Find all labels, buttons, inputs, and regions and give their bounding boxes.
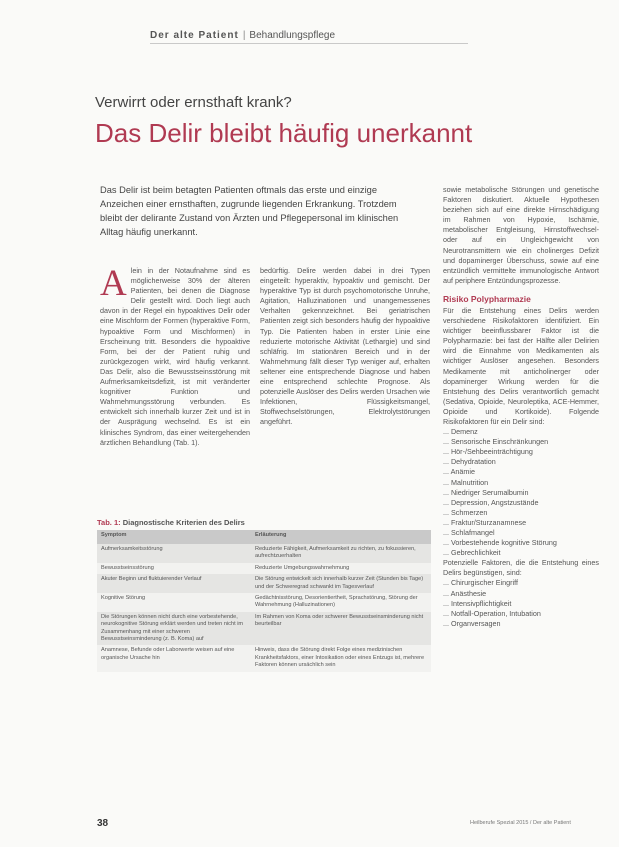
column-3-text-3: Potenzielle Faktoren, die die Entstehung eines Delirs begünstigen, sind: — [443, 558, 599, 578]
table-cell: Gedächtnisstörung, Desorientiertheit, Sprachstörung, Störung der Wahrnehmung (Halluzinationen) — [251, 593, 431, 612]
table-cell: Akuter Beginn und fluktuierender Verlauf — [97, 574, 251, 593]
list-item: ... Demenz — [443, 427, 478, 437]
table-cell: Kognitive Störung — [97, 593, 251, 612]
table-header: Erläuterung — [251, 530, 431, 544]
page-number: 38 — [97, 818, 109, 829]
table-cell: Bewusstseinsstörung — [97, 563, 251, 574]
table-row — [97, 544, 431, 563]
table-header: Symptom — [97, 530, 251, 544]
body-column-3 — [443, 185, 599, 813]
list-item: ... Schlafmangel — [443, 528, 495, 537]
list-item: ... Schmerzen — [443, 507, 488, 517]
risk-factor-list — [443, 427, 599, 558]
column-3-text: sowie metabolische Störungen und genetische Faktoren diskutiert. Aktuelle Hypothesen beziehen sich auf eine direkte Hirnschädigung im Rahmen von Hypoxie, Ischämie, metabolischer Entgleisung, Hirnstoffwechsel- oder auf ein Ungleichgewicht von Neurotransmittern wie ein cholinerges Defizit und dopaminerger Überschuss, sowie auf eine entzündlich vermittelte immunologische Antwort auf periphere Entzündungsprozesse. — [443, 185, 599, 285]
list-item: ... Depression, Angstzustände — [443, 497, 539, 507]
list-item: ... Gebrechlichkeit — [443, 548, 501, 558]
list-item: ... Organversagen — [443, 618, 501, 628]
header-separator: | — [242, 30, 246, 41]
table-header-row — [97, 530, 431, 544]
table-cell: Reduzierte Fähigkeit, Aufmerksamkeit zu richten, zu fokussieren, aufrechtzuerhalten — [251, 544, 431, 563]
table-label: Tab. 1: — [97, 518, 121, 527]
subheading-polypharmazie: Risiko Polypharmazie — [443, 293, 531, 304]
table-row — [97, 612, 431, 646]
table-row — [97, 593, 431, 612]
list-item: ... Chirurgischer Eingriff — [443, 578, 518, 588]
article-lead: Das Delir ist beim betagten Patienten oftmals das erste und einzige Anzeichen einer ernsthaften, zugrunde liegenden Erkrankung. Trotzdem bleibt der delirante Zustand von Ärzten und Pflegepersonal im klinischen Alltag häufig unerkannt. — [100, 185, 399, 237]
table-cell: Die Störungen können nicht durch eine vorbestehende, neurokognitive Störung erklärt werden und treten nicht im Zusammenhang mit einer schweren Bewusstseinsminderung (z. B. Koma) auf — [97, 612, 251, 646]
list-item: ... Sensorische Einschränkungen — [443, 437, 549, 447]
table-cell: Im Rahmen von Koma oder schwerer Bewusstseinsminderung nicht beurteilbar — [251, 612, 431, 646]
list-item: ... Notfall-Operation, Intubation — [443, 608, 541, 618]
table-row — [97, 574, 431, 593]
column-1-text: lein in der Notaufnahme sind es möglicherweise 30% der älteren Patienten, bei denen die Diagnose Delir gestellt wird. Doch liegt auch davon in der Regel ein hypoaktives Delir oder eine Mischform der Formen (hyperaktive Form, hypoaktive Form und Mischformen) in Erscheinung tritt. Besonders die hypoaktive Form, bei der der Patient ruhig und zurückgezogen wirkt, wird häufig verkannt. Das Delir, also die Bewusstseinsstörung mit Aufmerksamkeitsdefizit, ist mit veränderter kognitiver Funktion und Wahrnehmungsstörung verbunden. Es entwickelt sich innerhalb kurzer Zeit und ist in der Ausprägung wechselnd. Es ist ein klinisches Syndrom, das einer weitergehenden ärztlichen Behandlung (Tab. 1). — [100, 266, 250, 447]
list-item: ... Fraktur/Sturzanamnese — [443, 517, 527, 527]
table-cell: Die Störung entwickelt sich innerhalb kurzer Zeit (Stunden bis Tage) und der Schweregrad schwankt im Tagesverlauf — [251, 574, 431, 593]
article-title: Das Delir bleibt häufig unerkannt — [95, 118, 473, 148]
running-header — [150, 30, 335, 41]
table-row — [97, 563, 431, 574]
article-kicker: Verwirrt oder ernsthaft krank? — [95, 94, 292, 111]
table-cell: Anamnese, Befunde oder Laborwerte weisen auf eine organische Ursache hin — [97, 645, 251, 671]
table-cell: Aufmerksamkeitsstörung — [97, 544, 251, 563]
list-item: ... Anämie — [443, 467, 475, 477]
body-column-1 — [100, 266, 250, 511]
column-2-text: bedürftig. Delire werden dabei in drei Typen eingeteilt: hyperaktiv, hypoaktiv und gemischt. Der hyperaktive Typ ist durch psychomotorische Unruhe, Agitation, Halluzinationen und unangemessenes Verhalten gekennzeichnet. Bei geriatrischen Patienten zeigt sich besonders häufig der hypoaktive Typ. Die Patienten haben in erster Linie eine reduzierte motorische Aktivität (Lethargie) und sind schläfrig. Im stationären Bereich und in der Wahrnehmung fällt dieser Typ weniger auf, erhalten seltener eine entsprechende Diagnose und haben eine entsprechend schlechte Prognose. Als potenzielle Auslöser des Delirs werden Ursachen wie Infektionen, Flüssigkeitsmangel, Stoffwechselstörungen, Elektrolytstörungen angeführt. — [260, 266, 430, 427]
trigger-factor-list — [443, 578, 599, 628]
list-item: ... Niedriger Serumalbumin — [443, 487, 529, 497]
list-item: ... Malnutrition — [443, 477, 489, 487]
list-item: ... Vorbestehende kognitive Störung — [443, 538, 557, 548]
column-3-text-2: Für die Entstehung eines Delirs werden verschiedene Risikofaktoren identifiziert. Ein wichtiger beeinflussbarer Faktor ist die Polypharmazie: bei fast der Hälfte aller Delirien wird die Einnahme von Medikamenten als wichtiger Auslöser angesehen. Besonders Medikamente mit anticholinerger oder dopaminerger Wirkung werden für die Entstehung des Delirs verantwortlich gemacht (Sedativa, Opioide, Neuroleptika, ACE-Hemmer, Opioide und Kortikoide). Folgende Risikofaktoren für ein Delir sind: — [443, 305, 599, 426]
table-caption — [97, 518, 245, 527]
table-cell: Hinweis, dass die Störung direkt Folge eines medizinischen Krankheitsfaktors, einer Intoxikation oder eines Entzugs ist, mehrere Faktoren können ursächlich sein — [251, 645, 431, 671]
table-cell: Reduzierte Umgebungswahrnehmung — [251, 563, 431, 574]
list-item: ... Hör-/Sehbeeinträchtigung — [443, 447, 533, 457]
header-section: Der alte Patient — [150, 30, 239, 41]
drop-cap: A — [100, 266, 127, 304]
table-row — [97, 645, 431, 671]
list-item: ... Anästhesie — [443, 588, 487, 598]
page-footer: Heilberufe Spezial 2015 / Der alte Patient — [470, 820, 571, 826]
header-topic: Behandlungspflege — [249, 30, 336, 41]
criteria-table — [97, 530, 431, 672]
list-item: ... Dehydratation — [443, 457, 496, 467]
body-column-2 — [260, 266, 430, 511]
list-item: ... Intensivpflichtigkeit — [443, 598, 512, 608]
table-caption-text: Diagnostische Kriterien des Delirs — [122, 518, 245, 527]
header-rule — [150, 43, 468, 44]
